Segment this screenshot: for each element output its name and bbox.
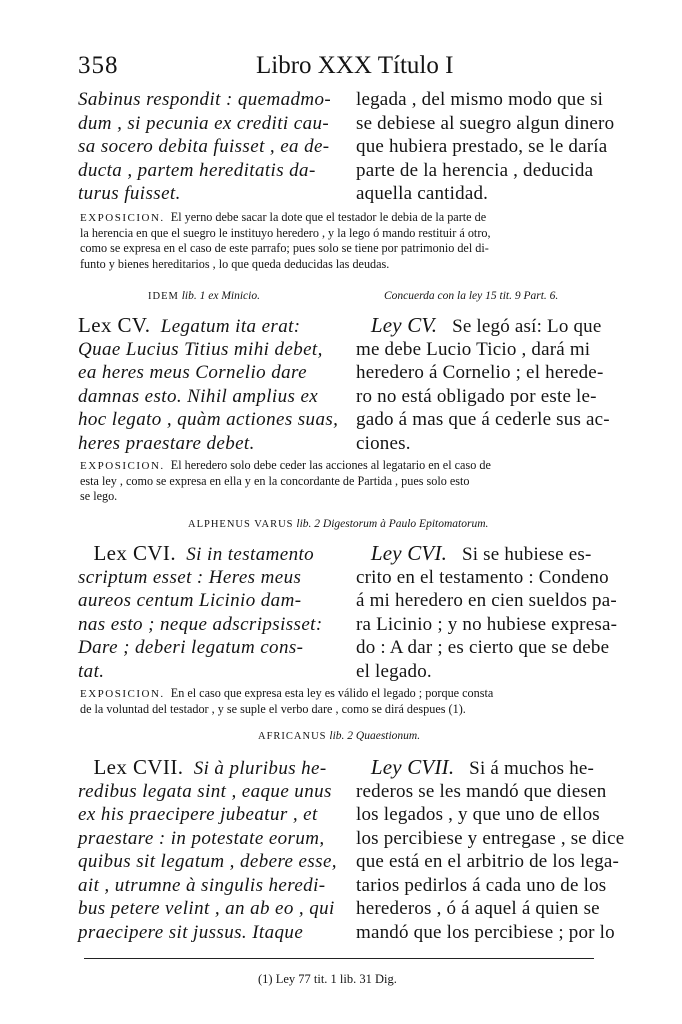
spanish-line: tarios pedirlos á cada uno de los [356, 874, 607, 896]
exposicion-line: funto y bienes hereditarios , lo que queda deducidas las deudas. [80, 256, 390, 271]
latin-line: ea heres meus Cornelio dare [78, 362, 307, 383]
latin-line: nas esto ; neque adscripsisset: [78, 613, 323, 635]
exposicion-line: El yerno debe sacar la dote que el testador le debia de la parte de [170, 210, 487, 224]
spanish-line: crito en el testamento : Condeno [356, 566, 609, 588]
source-author: ALPHENUS VARUS [188, 519, 294, 530]
spanish-line: ciones. [356, 432, 411, 454]
spanish-line: los legados , y que uno de ellos [356, 804, 600, 825]
spanish-line: el legado. [356, 660, 432, 682]
exposicion-label: EXPOSICION. [80, 460, 165, 472]
spanish-line: á mi heredero en cien sueldos pa- [356, 590, 617, 611]
ley-label: Ley CVI. [370, 541, 448, 565]
spanish-line: aquella cantidad. [356, 183, 489, 204]
source-reference: lib. 2 Digestorum à Paulo Epitomatorum. [296, 518, 489, 530]
spanish-line: parte de la herencia , deducida [356, 159, 594, 181]
latin-column [78, 88, 340, 206]
source-author: IDEM [148, 291, 179, 302]
exposicion-line: de la voluntad del testador , y se suple el verbo dare , como se dirá despues (1). [80, 701, 466, 716]
source-reference: lib. 2 Quaestionum. [329, 730, 421, 742]
latin-line: Si in testamento [186, 544, 315, 565]
latin-line: Si à pluribus he- [193, 758, 327, 779]
spanish-column [356, 542, 618, 683]
latin-column [78, 542, 340, 683]
latin-line: quibus sit legatum , debere esse, [78, 851, 337, 872]
latin-column [78, 314, 340, 455]
exposicion-note [80, 686, 622, 717]
footnote-rule [84, 958, 594, 959]
spanish-line: legada , del mismo modo que si [356, 89, 604, 110]
concordance-citation [384, 290, 558, 302]
latin-line: bus petere velint , an ab eo , qui [78, 898, 335, 919]
exposicion-line: En el caso que expresa esta ley es válido el legado ; porque consta [170, 686, 494, 700]
spanish-line: que hubiera prestado, se le daría [356, 136, 608, 157]
exposicion-note [80, 458, 622, 505]
spanish-line: heredero á Cornelio ; el herede- [356, 362, 604, 383]
spanish-column [356, 314, 618, 455]
spanish-line: Si á muchos he- [469, 758, 595, 779]
latin-line: Legatum ita erat: [160, 316, 301, 337]
latin-line: praecipere sit jussus. Itaque [78, 921, 304, 943]
spanish-line: Se legó así: Lo que [452, 316, 602, 337]
spanish-line: ro no está obligado por este le- [356, 385, 597, 407]
footnote: (1) Ley 77 tit. 1 lib. 31 Dig. [258, 972, 397, 986]
latin-line: hoc legato , quàm actiones suas, [78, 409, 339, 430]
latin-line: Dare ; deberi legatum cons- [78, 637, 304, 658]
latin-line: tat. [78, 660, 105, 682]
latin-source-citation [148, 290, 260, 302]
latin-source-citation [258, 730, 420, 742]
source-reference: lib. 1 ex Minicio. [181, 290, 260, 302]
latin-line: redibus legata sint , eaque unus [78, 780, 332, 802]
page-header [78, 52, 624, 88]
latin-line: Sabinus respondit : quemadmo- [78, 89, 332, 110]
exposicion-line: como se expresa en el caso de este parrafo; pues solo se tiene por patrimonio del di- [80, 241, 489, 255]
spanish-line: mandó que los percibiese ; por lo [356, 921, 615, 943]
spanish-line: herederos , ó á aquel á quien se [356, 898, 600, 919]
latin-line: aureos centum Licinio dam- [78, 590, 302, 611]
source-author: AFRICANUS [258, 731, 327, 742]
ley-label: Ley CV. [370, 313, 438, 337]
latin-line: dum , si pecunia ex crediti cau- [78, 112, 330, 134]
spanish-line: ra Licinio ; y no hubiese expresa- [356, 613, 618, 635]
spanish-line: se debiese al suegro algun dinero [356, 112, 615, 134]
latin-line: ex his praecipere jubeatur , et [78, 804, 318, 825]
spanish-line: que está en el arbitrio de los lega- [356, 851, 620, 872]
spanish-line: Si se hubiese es- [461, 544, 592, 565]
exposicion-label: EXPOSICION. [80, 688, 165, 700]
spanish-line: me debe Lucio Ticio , dará mi [356, 338, 591, 360]
spanish-line: los percibiese y entregase , se dice [356, 827, 625, 849]
latin-line: Quae Lucius Titius mihi debet, [78, 338, 323, 360]
spanish-column [356, 755, 625, 944]
latin-line: ducta , partem hereditatis da- [78, 159, 316, 181]
spanish-line: gado á mas que á cederle sus ac- [356, 409, 610, 430]
law-label: Lex CV. [78, 313, 151, 337]
latin-source-citation [188, 518, 488, 530]
exposicion-line: la herencia en que el suegro le instituyo heredero , y la lego ó mando restituir á otro, [80, 225, 491, 240]
latin-line: scriptum esset : Heres meus [78, 566, 302, 588]
concordance-reference: Concuerda con la ley 15 tit. 9 Part. 6. [384, 290, 559, 302]
exposicion-line: El heredero solo debe ceder las acciones al legatario en el caso de [170, 458, 491, 472]
latin-line: damnas esto. Nihil amplius ex [78, 385, 319, 407]
law-label: Lex CVI. [93, 541, 176, 565]
ley-label: Ley CVII. [370, 755, 455, 779]
exposicion-note [80, 210, 622, 272]
spanish-line: rederos se les mandó que diesen [356, 780, 607, 802]
latin-line: ait , utrumne à singulis heredi- [78, 874, 326, 896]
exposicion-label: EXPOSICION. [80, 212, 165, 224]
latin-line: sa socero debita fuisset , ea de- [78, 136, 330, 157]
exposicion-line: esta ley , como se expresa en ella y en la concordante de Partida , pues solo esto [80, 473, 470, 488]
spanish-line: do : A dar ; es cierto que se debe [356, 637, 610, 658]
law-label: Lex CVII. [93, 755, 184, 779]
latin-line: praestare : in potestate eorum, [78, 827, 325, 849]
latin-column [78, 756, 340, 944]
latin-line: turus fuisset. [78, 183, 181, 204]
running-title: Libro XXX Título I [256, 52, 454, 79]
latin-line: heres praestare debet. [78, 432, 255, 454]
spanish-column [356, 88, 618, 206]
exposicion-line: se lego. [80, 489, 118, 503]
page-number: 358 [78, 52, 119, 79]
